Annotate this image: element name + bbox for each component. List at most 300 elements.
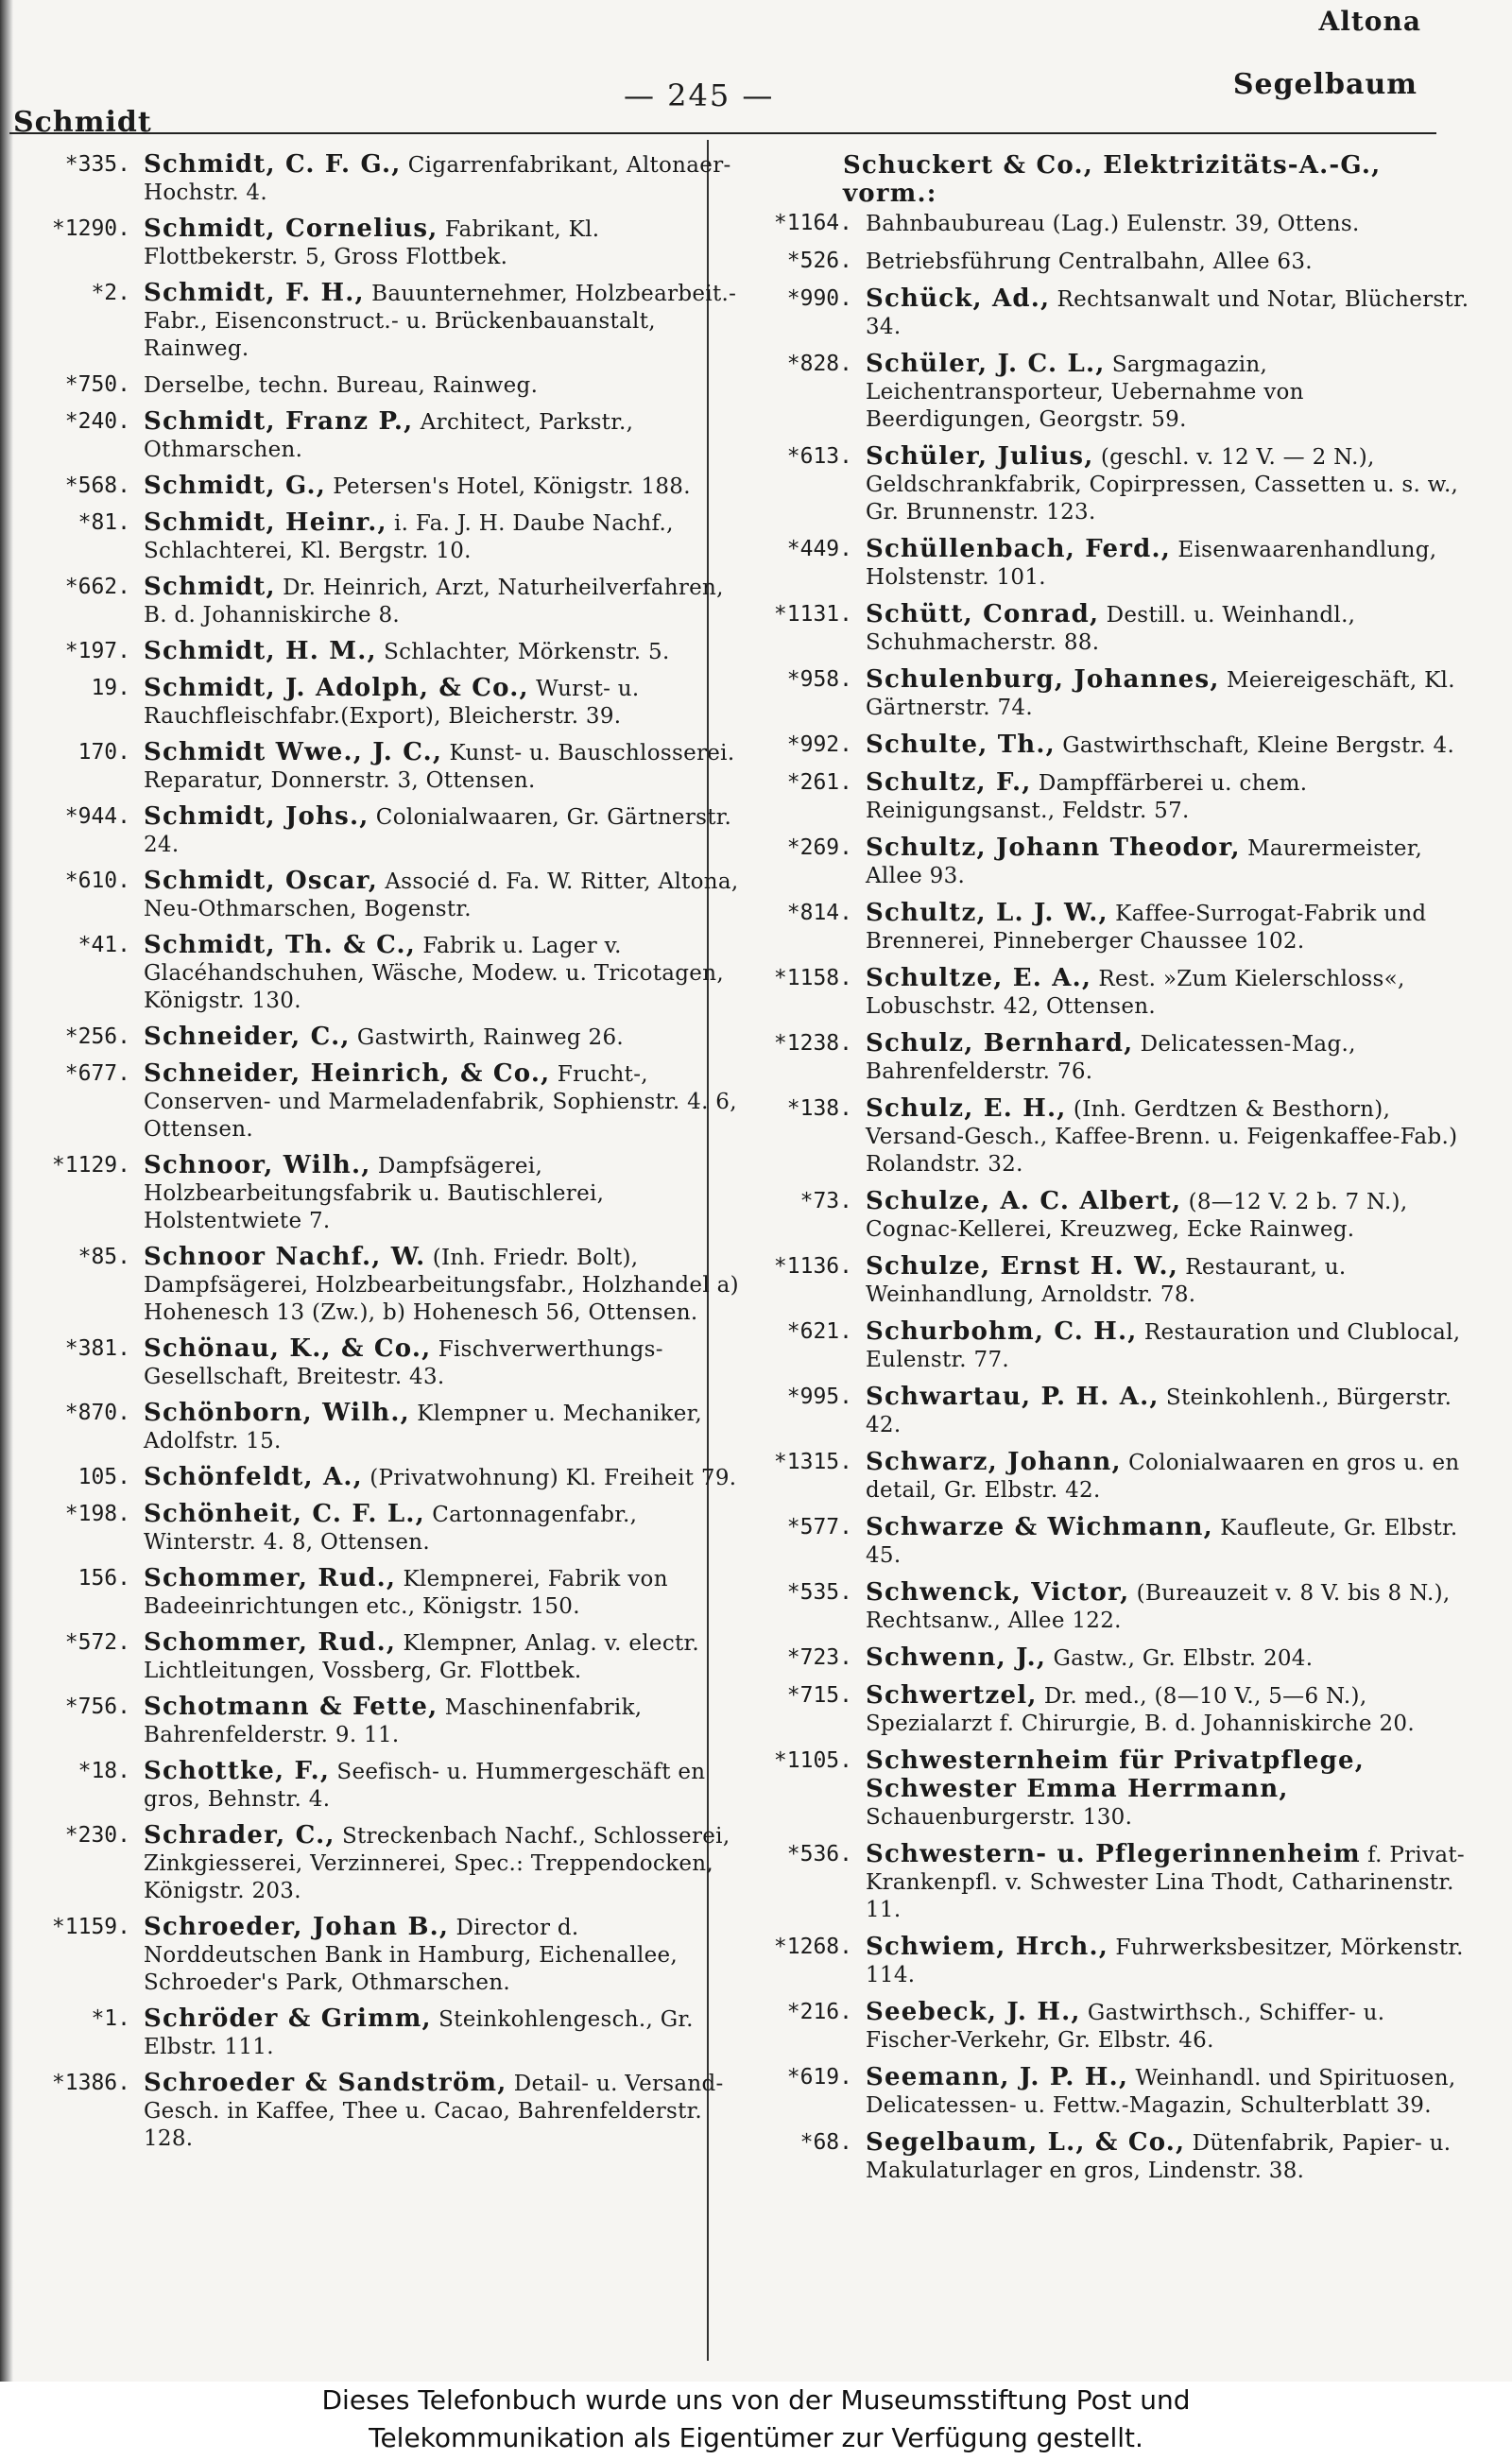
entry-details: Schauenburgerstr. 130. [866,1805,1133,1830]
entry-text [144,151,745,207]
entry-name: Schneider, Heinrich, & Co., [144,1059,551,1088]
entry-text [144,1914,745,1997]
directory-entry [730,1318,1476,1374]
entry-text [866,285,1476,341]
entry-details: Rechtsanwalt und Notar, Blücherstr. 34. [866,287,1469,339]
entry-text [866,1841,1476,1924]
entry-text [144,638,745,666]
directory-entry [730,965,1476,1021]
entry-text [144,2070,745,2153]
entry-name: Schwartau, P. H. A., [866,1383,1160,1411]
right-column-entries [730,210,1476,2185]
entry-details: (geschl. v. 12 V. — 2 N.), Geldschrankfabrik, Copirpressen, Cassetten u. s. w., Gr. Brunnenstr. 123. [866,445,1459,525]
entry-details: (Inh. Gerdtzen & Besthorn), Versand-Gesch., Kaffee-Brenn. u. Feigenkaffee-Fab.) Rolandstr. 32. [866,1097,1458,1177]
phone-number: *240. [64,409,130,434]
directory-entry [17,1565,745,1621]
entry-text [144,803,745,859]
entry-text [144,473,745,501]
header-last-name: Segelbaum [1232,68,1418,101]
entry-text [144,1024,745,1052]
entry-details: Associé d. Fa. W. Ritter, Altona, Neu-Othmarschen, Bogenstr. [144,869,739,921]
entry-text [144,1758,745,1814]
phone-number: *1129. [51,1153,130,1178]
entry-name: Schüllenbach, Ferd., [866,535,1172,563]
entry-name: Schmidt, J. Adolph, & Co., [144,674,529,702]
entry-details: (Bureauzeit v. 8 V. bis 8 N.), Rechtsanw., Allee 122. [866,1581,1451,1633]
entry-name: Schönborn, Wilh., [144,1399,410,1427]
phone-number: *1131. [773,602,852,627]
entry-details: Detail- u. Versand-Gesch. in Kaffee, Thee u. Cacao, Bahrenfelderstr. 128. [144,2072,724,2151]
directory-entry [730,1644,1476,1673]
entry-details: Dr. med., (8—10 V., 5—6 N.), Spezialarzt f. Chirurgie, B. d. Johanniskirche 20. [866,1684,1415,1736]
phone-number: *1158. [773,966,852,990]
entry-details: Fischverwerthungs-Gesellschaft, Breitestr. 43. [144,1337,663,1389]
entry-details: Weinhandl. und Spirituosen, Delicatessen- u. Fettw.-Magazin, Schulterblatt 39. [866,2066,1456,2118]
entry-name: Schmidt, G., [144,472,326,500]
entry-details: Kunst- u. Bauschlosserei. Reparatur, Donnerstr. 3, Ottensen. [144,741,735,793]
directory-entry [730,285,1476,341]
phone-number: *269. [786,835,852,860]
entry-name: Schwestern- u. Pflegerinnenheim [866,1840,1361,1868]
entry-text [144,739,745,795]
entry-name: Schulze, A. C. Albert, [866,1187,1182,1215]
page-binding-edge [0,0,13,2382]
phone-number: *750. [64,372,130,397]
directory-entry [730,1514,1476,1570]
entry-details: Fabrikant, Kl. Flottbekerstr. 5, Gross Flottbek. [144,217,600,269]
entry-text [866,1644,1476,1673]
entry-text [866,601,1476,657]
entry-text [866,1682,1476,1738]
entry-text [144,1335,745,1391]
entry-text [866,248,1476,276]
entry-name: Schwenck, Victor, [866,1578,1130,1607]
entry-details: i. Fa. J. H. Daube Nachf., Schlachterei, Kl. Bergstr. 10. [144,511,674,563]
entry-details: f. Privat-Krankenpfl. v. Schwester Lina Thodt, Catharinenstr. 11. [866,1843,1465,1922]
entry-name: Schroeder, Johan B., [144,1913,450,1941]
entry-details: (Inh. Friedr. Bolt), Dampfsägerei, Holzbearbeitungsfabr., Holzhandel a) Hohenesch 13 (Zw.), b) Hohenesch 56, Ottensen. [144,1246,739,1325]
entry-text [866,1934,1476,1989]
phone-number: *1136. [773,1254,852,1279]
entry-details: Gastw., Gr. Elbstr. 204. [1053,1646,1314,1671]
entry-text [144,1565,745,1621]
directory-entry [730,769,1476,825]
phone-number: *990. [786,286,852,311]
entry-details: Gastwirthsch., Schiffer- u. Fischer-Verkehr, Gr. Elbstr. 46. [866,2001,1385,2053]
entry-details: Streckenbach Nachf., Schlosserei, Zinkgiesserei, Verzinnerei, Spec.: Treppendocken, Königstr. 203. [144,1824,730,1903]
phone-number: *619. [786,2065,852,2090]
directory-entry [17,280,745,363]
entry-details: Gastwirthschaft, Kleine Bergstr. 4. [1062,733,1455,758]
entry-text [144,1501,745,1557]
entry-details: Cartonnagenfabr., Winterstr. 4. 8, Ottensen. [144,1503,638,1555]
phone-number: *256. [64,1024,130,1049]
entry-details: (8—12 V. 2 b. 7 N.), Cognac-Kellerei, Kreuzweg, Ecke Rainweg. [866,1190,1408,1242]
entry-text [144,932,745,1015]
directory-entry [730,1934,1476,1989]
entry-text [866,1188,1476,1244]
entry-details: Dr. Heinrich, Arzt, Naturheilverfahren, B. d. Johanniskirche 8. [144,576,724,628]
phone-number: *1268. [773,1935,852,1959]
entry-text [144,1464,745,1492]
entry-details: Maurermeister, Allee 93. [866,836,1423,888]
entry-details: Colonialwaaren, Gr. Gärtnerstr. 24. [144,805,732,857]
right-column-prefix: Schuckert & Co., Elektrizitäts-A.-G., vorm.: [843,151,1382,208]
phone-number: *723. [786,1645,852,1670]
phone-number: 105. [77,1465,130,1489]
entry-text [866,1747,1476,1832]
directory-entry [730,1030,1476,1086]
phone-number: *715. [786,1683,852,1708]
entry-text [144,1152,745,1235]
directory-entry [17,1758,745,1814]
entry-details: Architect, Parkstr., Othmarschen. [144,410,634,462]
entry-text [144,1400,745,1455]
directory-entry [17,638,745,666]
entry-details: Kaufleute, Gr. Elbstr. 45. [866,1516,1458,1568]
entry-text [866,1579,1476,1635]
entry-name: Schwarze & Wichmann, [866,1513,1213,1541]
entry-text [866,900,1476,955]
entry-text [144,280,745,363]
directory-entry [730,1841,1476,1924]
entry-name: Schönau, K., & Co., [144,1334,432,1363]
phone-number: *1164. [773,211,852,235]
entry-name: Schmidt, F. H., [144,279,365,307]
entry-details: Cigarrenfabrikant, Altonaer-Hochstr. 4. [144,153,731,205]
entry-name: Schultz, Johann Theodor, [866,834,1241,862]
entry-text [866,536,1476,592]
entry-name: Schmidt, Th. & C., [144,931,417,959]
entry-text [866,1449,1476,1505]
entry-details: Steinkohlengesch., Gr. Elbstr. 111. [144,2007,694,2059]
directory-entry [730,1682,1476,1738]
entry-text [866,834,1476,890]
entry-name: Schmidt, Johs., [144,802,369,831]
entry-text [866,965,1476,1021]
entry-details: Bahnbaubureau (Lag.) Eulenstr. 39, Ottens. [866,212,1360,236]
entry-name: Schwenn, J., [866,1643,1047,1672]
footer-line-2: Telekommunikation als Eigentümer zur Verfügung gestellt. [369,2422,1143,2453]
header-rule [9,132,1436,134]
phone-number: *335. [64,152,130,177]
entry-name: Schulze, Ernst H. W., [866,1252,1178,1281]
entry-text [144,1822,745,1905]
entry-details: Klempner u. Mechaniker, Adolfstr. 15. [144,1402,703,1454]
entry-details: Betriebsführung Centralbahn, Allee 63. [866,249,1313,274]
entry-details: Director d. Norddeutschen Bank in Hamburg, Eichenallee, Schroeder's Park, Othmarschen. [144,1916,679,1995]
entry-name: Schück, Ad., [866,284,1051,313]
phone-number: *1238. [773,1031,852,1056]
phone-number: *1. [91,2006,130,2031]
entry-name: Schnoor Nachf., W. [144,1243,426,1271]
directory-entry [17,1501,745,1557]
entry-details: Gastwirth, Rainweg 26. [356,1025,625,1050]
directory-entry [730,351,1476,434]
directory-entry [730,1449,1476,1505]
left-column [17,151,745,2161]
directory-entry [730,210,1476,238]
directory-entry [17,1024,745,1052]
directory-entry [17,1629,745,1685]
entry-name: Seemann, J. P. H., [866,2063,1129,2091]
directory-entry [17,408,745,464]
entry-name: Schrader, C., [144,1821,335,1849]
entry-text [144,408,745,464]
footer-line-1: Dieses Telefonbuch wurde uns von der Museumsstiftung Post und [321,2384,1191,2416]
directory-entry [730,601,1476,657]
entry-text [866,1999,1476,2055]
entry-text [144,675,745,731]
entry-details: Restaurant, u. Weinhandlung, Arnoldstr. 78. [866,1255,1347,1307]
entry-name: Schneider, C., [144,1023,351,1051]
directory-entry [17,803,745,859]
entry-name: Schröder & Grimm, [144,2004,432,2033]
entry-name: Schulte, Th., [866,731,1056,759]
entry-text [866,210,1476,238]
directory-entry [17,2005,745,2061]
entry-name: Schulz, E. H., [866,1094,1067,1123]
phone-number: *1315. [773,1450,852,1474]
entry-details: Schlachter, Mörkenstr. 5. [384,640,670,664]
entry-text [866,443,1476,526]
directory-entry [17,574,745,629]
entry-text [144,215,745,271]
entry-text [866,2129,1476,2185]
entry-details: Meiereigeschäft, Kl. Gärtnerstr. 74. [866,668,1455,720]
entry-name: Schommer, Rud., [144,1564,397,1592]
entry-name: Schwarz, Johann, [866,1448,1122,1476]
entry-name: Schmidt, Cornelius, [144,215,438,243]
phone-number: *138. [786,1096,852,1121]
phone-number: *1105. [773,1748,852,1773]
header-town: Altona [1318,6,1421,37]
entry-name: Schommer, Rud., [144,1628,397,1657]
phone-number: *216. [786,2000,852,2024]
phone-number: *261. [786,770,852,795]
phone-number: *198. [64,1502,130,1526]
directory-entry [730,834,1476,890]
entry-text [866,1253,1476,1309]
directory-entry [17,1914,745,1997]
phone-number: *662. [64,575,130,599]
directory-entry [17,868,745,923]
directory-entry [17,932,745,1015]
phone-number: *958. [786,667,852,692]
entry-details: Colonialwaaren en gros u. en detail, Gr. Elbstr. 42. [866,1451,1460,1503]
entry-text [144,1629,745,1685]
directory-entry [730,536,1476,592]
entry-details: Petersen's Hotel, Königstr. 188. [333,474,691,499]
entry-text [866,1384,1476,1439]
phone-number: 156. [77,1566,130,1591]
entry-name: Schwesternheim für Privatpflege, Schwester Emma Herrmann, [866,1746,1365,1803]
phone-number: *449. [786,537,852,561]
entry-name: Schulenburg, Johannes, [866,665,1220,694]
entry-details: Kaffee-Surrogat-Fabrik und Brennerei, Pinneberger Chaussee 102. [866,902,1427,954]
phone-number: *1159. [51,1915,130,1939]
phone-number: *613. [786,444,852,469]
page-number: — 245 — [624,77,775,113]
phone-number: *870. [64,1401,130,1425]
directory-entry [730,1747,1476,1832]
entry-name: Seebeck, J. H., [866,1998,1081,2026]
directory-entry [17,473,745,501]
directory-entry [730,248,1476,276]
entry-name: Schmidt, [144,573,276,601]
entry-name: Schmidt, H. M., [144,637,377,665]
directory-entry [730,1253,1476,1309]
phone-number: *197. [64,639,130,663]
phone-number: *995. [786,1385,852,1409]
phone-number: *577. [786,1515,852,1540]
phone-number: *73. [799,1189,852,1213]
entry-name: Schroeder & Sandström, [144,2069,507,2097]
entry-text [144,574,745,629]
entry-text [866,1318,1476,1374]
directory-entry [17,1335,745,1391]
entry-name: Schwiem, Hrch., [866,1933,1109,1961]
entry-name: Schönheit, C. F. L., [144,1500,425,1528]
directory-entry [730,1188,1476,1244]
phone-number: *944. [64,804,130,829]
right-column [730,151,1476,2194]
directory-entry [17,215,745,271]
header-first-name: Schmidt [13,106,152,139]
directory-entry [17,1244,745,1327]
directory-entry [730,900,1476,955]
entry-name: Schmidt Wwe., J. C., [144,738,443,766]
phone-number: 19. [91,676,130,700]
entry-text [144,2005,745,2061]
entry-details: Destill. u. Weinhandl., Schuhmacherstr. 88. [866,603,1356,655]
entry-details: Dampfsägerei, Holzbearbeitungsfabrik u. Bautischlerei, Holstentwiete 7. [144,1154,605,1233]
entry-details: Steinkohlenh., Bürgerstr. 42. [866,1385,1452,1437]
entry-details: Restauration und Clublocal, Eulenstr. 77. [866,1320,1461,1372]
directory-entry [17,509,745,565]
phone-number: *610. [64,869,130,893]
directory-entry [17,739,745,795]
directory-entry [17,2070,745,2153]
entry-name: Schultz, F., [866,768,1032,797]
directory-entry [17,1822,745,1905]
phone-number: *572. [64,1630,130,1655]
entry-details: Klempnerei, Fabrik von Badeeinrichtungen etc., Königstr. 150. [144,1567,668,1619]
directory-entry [17,1694,745,1749]
entry-text [144,1244,745,1327]
entry-name: Schnoor, Wilh., [144,1151,371,1179]
entry-text [866,1030,1476,1086]
entry-details: Fabrik u. Lager v. Glacéhandschuhen, Wäsche, Modew. u. Tricotagen, Königstr. 130. [144,934,724,1013]
phone-number: *536. [786,1842,852,1867]
phone-number: *85. [77,1245,130,1269]
entry-name: Schmidt, Franz P., [144,407,414,436]
entry-name: Schmidt, C. F. G., [144,150,402,179]
entry-details: Maschinenfabrik, Bahrenfelderstr. 9. 11. [144,1695,643,1747]
directory-entry [730,2129,1476,2185]
entry-details: Frucht-, Conserven- und Marmeladenfabrik, Sophienstr. 4. 6, Ottensen. [144,1062,737,1142]
entry-text [866,351,1476,434]
phone-number: *1386. [51,2071,130,2095]
directory-entry [17,1152,745,1235]
entry-text [144,371,745,400]
directory-entry [730,1384,1476,1439]
entry-details: Bauunternehmer, Holzbearbeit.-Fabr., Eisenconstruct.- u. Brückenbauanstalt, Rainweg. [144,282,737,361]
phone-number: *677. [64,1061,130,1086]
entry-name: Schüler, Julius, [866,442,1094,471]
entry-name: Schotmann & Fette, [144,1693,438,1721]
entry-text [144,1060,745,1144]
entry-text [144,509,745,565]
entry-details: Eisenwaarenhandlung, Holstenstr. 101. [866,538,1437,590]
entry-text [866,2064,1476,2120]
entry-details: Seefisch- u. Hummergeschäft en gros, Behnstr. 4. [144,1760,706,1812]
phone-number: *828. [786,352,852,376]
phone-number: *992. [786,732,852,757]
phone-number: *535. [786,1580,852,1605]
directory-entry [17,1060,745,1144]
entry-details: (Privatwohnung) Kl. Freiheit 79. [369,1466,737,1490]
phone-number: *1290. [51,216,130,241]
entry-text [866,731,1476,760]
directory-entry [730,1579,1476,1635]
entry-details: Wurst- u. Rauchfleischfabr.(Export), Bleicherstr. 39. [144,677,640,729]
phone-number: *621. [786,1319,852,1344]
entry-details: Dütenfabrik, Papier- u. Makulaturlager en gros, Lindenstr. 38. [866,2131,1452,2183]
entry-name: Schmidt, Oscar, [144,867,379,895]
entry-name: Schwertzel, [866,1681,1038,1710]
entry-text [866,666,1476,722]
directory-entry [17,371,745,400]
phone-number: *41. [77,933,130,957]
footer-notice [0,2382,1512,2460]
entry-name: Schurbohm, C. H., [866,1317,1138,1346]
entry-name: Segelbaum, L., & Co., [866,2128,1186,2157]
entry-name: Schmidt, Heinr., [144,508,387,537]
entry-name: Schultz, L. J. W., [866,899,1108,927]
directory-entry [730,443,1476,526]
directory-entry [17,151,745,207]
phone-number: *230. [64,1823,130,1848]
entry-text [144,1694,745,1749]
entry-details: Klempner, Anlag. v. electr. Lichtleitungen, Vossberg, Gr. Flottbek. [144,1631,699,1683]
entry-name: Schütt, Conrad, [866,600,1100,628]
directory-entry [730,1999,1476,2055]
entry-details: Fuhrwerksbesitzer, Mörkenstr. 114. [866,1935,1464,1987]
phone-number: *814. [786,901,852,925]
phone-number: *381. [64,1336,130,1361]
entry-details: Delicatessen-Mag., Bahrenfelderstr. 76. [866,1032,1356,1084]
phone-number: *68. [799,2130,852,2155]
phone-number: *81. [77,510,130,535]
entry-details: Rest. »Zum Kielerschloss«, Lobuschstr. 42, Ottensen. [866,967,1405,1019]
phone-number: *526. [786,249,852,273]
entry-name: Schultze, E. A., [866,964,1092,992]
directory-entry [17,1464,745,1492]
entry-details: Dampffärberei u. chem. Reinigungsanst., Feldstr. 57. [866,771,1308,823]
entry-text [144,868,745,923]
directory-entry [17,1400,745,1455]
phone-number: *568. [64,473,130,498]
directory-entry [730,2064,1476,2120]
phone-number: *18. [77,1759,130,1783]
entry-details: Sargmagazin, Leichentransporteur, Uebernahme von Beerdigungen, Georgstr. 59. [866,353,1304,432]
phone-number: *756. [64,1694,130,1719]
entry-text [866,1514,1476,1570]
entry-text [866,769,1476,825]
phone-number: 170. [77,740,130,765]
phone-number: *2. [91,281,130,305]
